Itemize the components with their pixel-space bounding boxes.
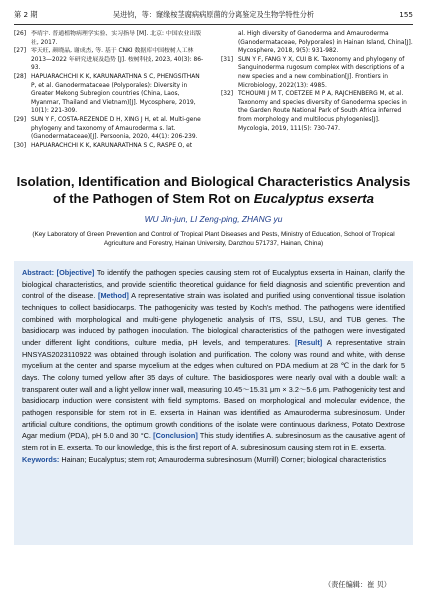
reference-item: [27] 零天旺, 颜晓晶, 谢成杰, 等. 基于 CNKI 数据库中国桉树人工林 2013—2022 年研究进展及趋势 [J]. 桉树科技, 2023, 40(3): 86-93. bbox=[14, 48, 204, 72]
reference-item: [29] SUN Y F, COSTA-REZENDE D H, XING J H, et al. Multi-gene phylogeny and taxonomy of Amauroderma s. lat. (Ganodermataceae)[J]. Persoonia, 2020, 44(1): 206-239. bbox=[14, 116, 201, 141]
reference-item: [28] HAPUARACHCHI K K, KARUNARATHNA S C, PHENGSITHAN P, et al. Ganodermataceae (Polyporales): Diversity in Greater Mekong Subregion countries (China, Laos, Myanmar, Thailand and Vietnam)[J]. Mycosphere, 2019, 10(1): 221-309. bbox=[14, 73, 200, 115]
references-right-column bbox=[221, 30, 413, 133]
abstract-body bbox=[22, 267, 405, 454]
article-title bbox=[14, 173, 413, 207]
running-title: 吴进钧，等：窿缘桉茎腐病病原菌的分离鉴定及生物学特性分析 bbox=[112, 10, 315, 19]
affiliation: (Key Laboratory of Green Prevention and Control of Tropical Plant Diseases and Pests, Ministry of Education, School of Tropical Agriculture and Forestry, Hainan University, Danzhou 571737, Hainan, China) bbox=[32, 231, 395, 248]
title-line-2 bbox=[14, 190, 413, 207]
conclusion-text: This study identifies A. subresinosum as the causative agent of stem rot in E. exserta. To our knowledge, this is the first report of A. subresinosum causing stem rot in E. exserta. bbox=[22, 431, 405, 452]
keywords-label: Keywords: bbox=[22, 454, 60, 464]
references-left-column bbox=[14, 30, 206, 150]
page-number: 155 bbox=[399, 10, 413, 19]
issue-label: 第 2 期 bbox=[14, 10, 38, 19]
title-species: Eucalyptus exserta bbox=[253, 191, 374, 206]
reference-item: [32] TCHOUMI J M T, COETZEE M P A, RAJCHENBERG M, et al. Taxonomy and species diversity of Ganoderma species in the Garden Route National Park of South Africa inferred from morphology and multilocus phylogenies[J]. Mycologia, 2019, 111(5): 730-747. bbox=[221, 91, 407, 132]
abstract-label: Abstract: bbox=[22, 268, 55, 277]
objective-text: To identify the pathogen species causing stem rot of Eucalyptus exserta in Hainan, clarify the biological characteristics, and provide scientific theoretical guidance for field diagnosis and scientific prevention and control of the disease. bbox=[22, 268, 405, 301]
objective-label: [Objective] bbox=[56, 268, 95, 277]
reference-item: [26] 李靖宇. 普通植物病理学实验、实习指导 [M]. 北京: 中国农业出版社, 2017. bbox=[14, 31, 202, 46]
result-text: A representative strain HNSYAS2023110922 was obtained through isolation and purification. The colony was round and white, with dense mycelium at the center and sparse mycelium at the edges when cultured on PDA medium at 28 ℃ in the dark for 5 days. The colony turned yellow after 35 days of culture. The basidiospores were nearly oval with a double wall: a transparent outer wall and a light yellow inner wall, measuring 10.45～15.31 μm × 3.2～5.6 μm. Pathogenicity test and basidiocarp induction were consistent with field symptoms. Based on morphological and molecular evidence, the pathogen responsible for stem rot in E. exserta in Hainan was identified as Amauroderma subresinosum. Under artificial culture conditions, the optimum growth conditions of the isolate were continuous darkness, Potato Dextrose Agar medium (PDA), pH 5.0 and 30 °C. bbox=[22, 337, 406, 441]
author-list: WU Jin-jun, LI Zeng-ping, ZHANG yu bbox=[144, 214, 283, 224]
result-label: [Result] bbox=[295, 337, 323, 347]
title-prefix: of the Pathogen of Stem Rot on bbox=[53, 191, 254, 206]
keywords-text: Hainan; Eucalyptus; stem rot; Amauroderma subresinosum (Murrill) Corner; biological characteristics bbox=[61, 454, 387, 464]
method-text: A representative strain was isolated and purified using conventional tissue isolation techniques to collect basidiocarps. The pathogenicity was tested by Koch's method. The pathogens were identified combined with morphological and multi-gene phylogenetic analysis of ITS, SSU, LSU, and TUB genes. The basidiocarp was induced by pathogen inoculation. The biological characteristics of the pathogen were investigated under different light conditions, culture media, pH levels, and temperatures. bbox=[22, 291, 405, 347]
running-header bbox=[14, 10, 413, 24]
method-label: [Method] bbox=[98, 291, 129, 301]
abstract-box bbox=[14, 261, 413, 545]
reference-item: [31] SUN Y F, FANG Y X, CUI B K. Taxonomy and phylogeny of Sanguinoderma rugosum complex with descriptions of a new species and a new combination[J]. Frontiers in Microbiology, 2022(13): 4985. bbox=[221, 56, 405, 89]
reference-item: [30] HAPUARACHCHI K K, KARUNARATHNA S C, RASPE O, et bbox=[14, 142, 193, 149]
responsible-editor: （责任编辑：崔 贝） bbox=[324, 580, 391, 589]
title-line-1: Isolation, Identification and Biological Characteristics Analysis bbox=[16, 174, 411, 189]
keywords-line bbox=[22, 454, 405, 466]
reference-item: al. High diversity of Ganoderma and Amauroderma (Ganodermataceae, Polyporales) in Hainan Island, China[J]. Mycosphere, 2018, 9(5): 931-982. bbox=[238, 31, 413, 55]
conclusion-label: [Conclusion] bbox=[153, 431, 198, 441]
header-rule bbox=[14, 24, 413, 25]
